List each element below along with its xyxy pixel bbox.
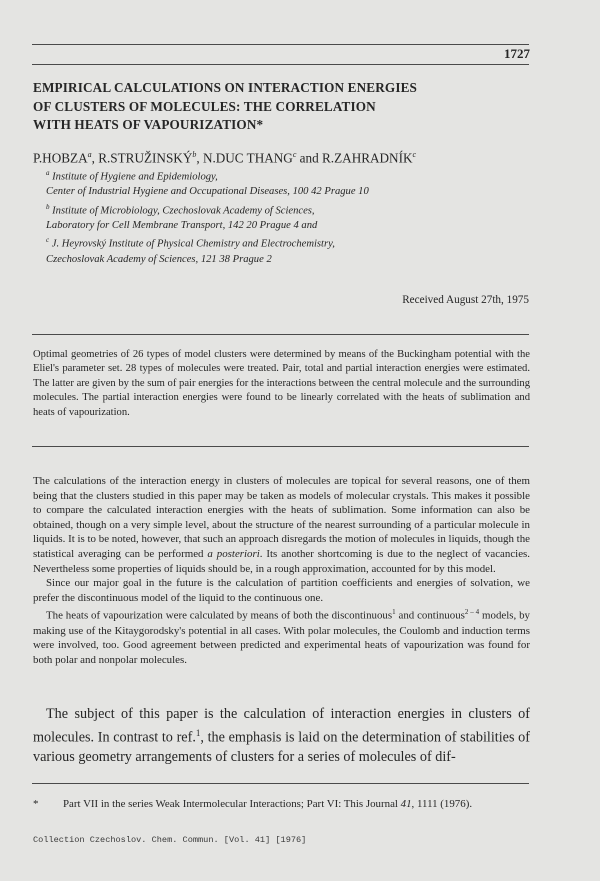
author-name: P.HOBZA [33,150,88,166]
journal-footer: Collection Czechoslov. Chem. Commun. [Vol. 41] [1976] [33,835,307,845]
text-run: , 1111 (1976). [411,798,473,810]
author-separator: , [196,150,203,166]
affiliation-line [46,200,516,219]
text-run: The heats of vapourization were calculated by means of both the discontinuous [46,609,393,622]
footnote-rule [32,783,529,784]
text-run: . Its another shortcoming is due to the neglect of vacancies. Nevertheless some properties of liquids should be, in a rough approximation, accounted for by this model. [33,547,530,575]
affiliations [46,166,516,267]
author-affil-mark: c [292,150,297,159]
citation-ref: 2 – 4 [464,608,480,617]
text-run: The calculations of the interaction energy in clusters of molecules are topical for several reasons, one of them being that the clusters studied in this paper may be taken as models of molecular crystals. This makes it possible to compare the calculated interaction energies with the heats of sublimation. Some information can also be obtained, though on a very simple level, about the structure of the nearest surrounding of a particular molecule in liquids. It is to be noted, however, that such an approach disregards the motion of molecules in liquids, though the statistical averaging can be performed [33,475,530,560]
affil-text: J. Heyrovský Institute of Physical Chemistry and Electrochemistry, [51,238,335,250]
main-text-paragraph [33,705,530,767]
footnote [33,797,530,812]
text-run: and continuous [395,609,465,622]
text-run: Part VII in the series Weak Intermolecular Interactions; Part VI: This Journal [63,798,401,810]
paragraph: Since our major goal in the future is the calculation of partition coefficients and energies of solvation, we prefer the discontinuous model of the liquid to the continuous one. [33,577,530,604]
paragraph [33,474,530,576]
author-name: N.DUC THANG [202,150,293,166]
author-affil-mark: a [87,150,92,159]
affiliation-line [46,219,516,234]
article-title [33,79,503,135]
author-affil-mark: b [192,150,197,159]
affil-mark: c [46,236,50,245]
text-emphasis: a posteriori [207,547,260,560]
text-run: The subject of this paper is the calculation of interaction energies in clusters of molecules. In contrast to ref. [33,706,530,746]
header-rule [32,64,529,65]
affiliation-line [46,166,516,185]
affil-text: Czechoslovak Academy of Sciences, 121 38 Prague 2 [46,253,272,265]
top-rule [32,44,529,45]
footnote-mark: * [33,798,39,810]
author-name: R.STRUŽINSKÝ [98,150,193,166]
affiliation-line [46,185,516,200]
author-separator: , [91,150,99,166]
affiliation-line [46,253,516,268]
affil-mark: a [46,169,50,177]
title-line: OF CLUSTERS OF MOLECULES: THE CORRELATION [33,98,376,114]
affiliation-line [46,233,516,252]
affil-mark: b [46,202,50,211]
affil-text: Center of Industrial Hygiene and Occupational Diseases, 100 42 Prague 10 [46,186,369,198]
introduction [33,474,530,667]
text-run: , the emphasis is laid on the determination of stabilities of various geometry arrangements of clusters for a series of molecules of dif- [33,729,530,765]
paragraph [33,605,530,667]
page-number: 1727 [504,46,530,61]
affil-text: Institute of Hygiene and Epidemiology, [52,171,218,183]
text-emphasis: 41 [400,798,412,810]
abstract-bottom-rule [32,446,529,447]
title-line: EMPIRICAL CALCULATIONS ON INTERACTION ENERGIES [33,80,418,95]
title-line: WITH HEATS OF VAPOURIZATION* [33,117,264,132]
citation-ref: 1 [195,728,201,738]
author-separator: and [296,150,323,166]
text-run: models, by making use of the Kitaygorodsky's potential in all cases. With polar molecules, the Coulomb and induction terms were involved, too. Good agreement between predicted and experimental heats of vapourization was found for both polar and nonpolar molecules. [33,609,531,666]
author-name: R.ZAHRADNÍK [322,150,413,166]
abstract-top-rule [32,334,529,335]
affil-text: Laboratory for Cell Membrane Transport, 142 20 Prague 4 and [46,219,318,231]
author-affil-mark: c [412,150,417,159]
affil-text: Institute of Microbiology, Czechoslovak Academy of Sciences, [52,205,315,217]
author-list [33,150,416,166]
received-date: Received August 27th, 1975 [402,294,529,306]
citation-ref: 1 [392,608,396,617]
abstract: Optimal geometries of 26 types of model clusters were determined by means of the Buckingham potential with the Eliel's parameter set. 28 types of molecules were treated. Pair, total and partial interaction energies were estimated. The latter are given by the sum of pair energies for the interactions between the central molecule and the surrounding molecules. The partial interaction energies were found to be linearly correlated with the heats of sublimation and heats of vapourization. [33,349,530,418]
